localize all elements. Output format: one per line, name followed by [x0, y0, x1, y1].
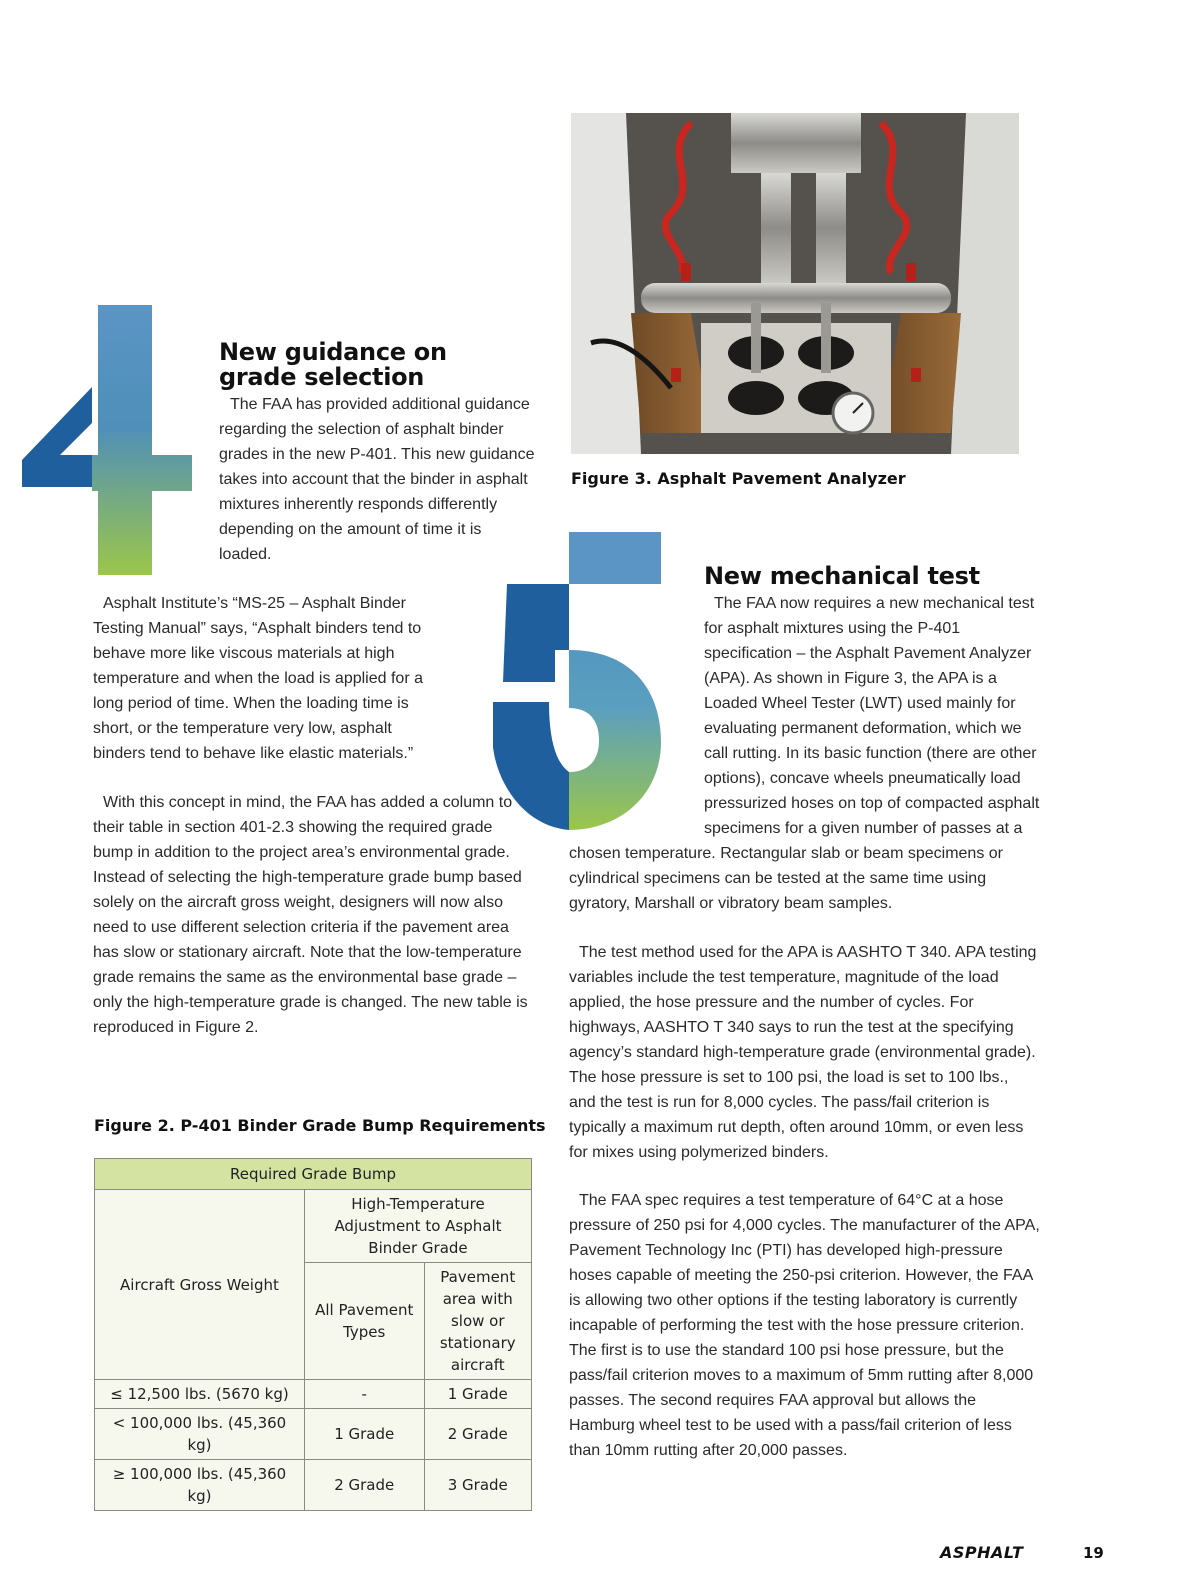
section-5-intro-text: The FAA now requires a new mechanical test for asphalt mixtures using the P-401 specification – the Asphalt Pavement Analyzer (APA). As shown in Figure 3, the APA is a Loaded Wheel Tester (LWT) used mainly for evaluating permanent deformation, which we call rutting. In its basic function (there are other options), concave wheels pneumatically load pressurized hoses on top of compacted asphalt specimens for a given number of passes at a chosen temperature. Rectangular slab or beam specimens or cylindrical specimens can be tested at the same time using gyratory, Marshall or vibratory beam samples.	[569, 595, 1040, 912]
section-4-intro-text: The FAA has provided additional guidance regarding the selection of asphalt binder grades in the new P-401. This new guidance takes into account that the binder in asphalt mixtures inherently responds differently depending on the amount of time it is loaded.	[219, 396, 535, 563]
section-5-paragraph-1-text: The test method used for the APA is AASHTO T 340. APA testing variables include the test temperature, magnitude of the load applied, the hose pressure and the number of cycles. For highways, AASHTO T 340 says to run the test at the specifying agency’s standard high-temperature grade (environmental grade). The hose pressure is set to 100 psi, the load is set to 100 lbs., and the test is run for 8,000 cycles. The pass/fail criterion is typically a maximum rut depth, often around 10mm, or even less for mixes using polymerized binders.	[569, 944, 1037, 1161]
section-5-heading: New mechanical test	[704, 562, 980, 590]
section-4-number-graphic	[22, 305, 197, 575]
section-4-paragraph-2	[93, 790, 533, 1040]
grade-bump-table	[94, 1158, 532, 1511]
section-4-heading-line2: grade selection	[219, 363, 425, 391]
asphalt-pavement-analyzer-photo	[571, 113, 1019, 454]
cell-slow-aircraft: 3 Grade	[424, 1460, 532, 1511]
section-4-paragraph-2-text: With this concept in mind, the FAA has added a column to their table in section 401-2.3 showing the required grade bump in addition to the project area’s environmental grade. Instead of selecting the high-temperature grade bump based solely on the aircraft gross weight, designers will now also need to use different selection criteria if the pavement area has slow or stationary aircraft. Note that the low-temperature grade remains the same as the environmental base grade – only the high-temperature grade is changed. The new table is reproduced in Figure 2.	[93, 794, 528, 1036]
section-5-paragraph-2	[569, 1188, 1044, 1463]
section-4-heading-line1: New guidance on	[219, 338, 447, 366]
magazine-brand-logo: ASPHALT	[940, 1543, 1024, 1562]
cell-slow-aircraft: 1 Grade	[424, 1380, 532, 1409]
section-5-intro	[569, 591, 1044, 916]
page-number: 19	[1083, 1544, 1104, 1562]
section-5-paragraph-2-text: The FAA spec requires a test temperature of 64°C at a hose pressure of 250 psi for 4,000 cycles. The manufacturer of the APA, Pavement Technology Inc (PTI) has developed high-pressure hoses capable of meeting the 250-psi criterion. However, the FAA is allowing two other options if the testing laboratory is currently incapable of performing the test with the hose pressure criterion. The first is to use the standard 100 psi hose pressure, but the pass/fail criterion moves to a maximum of 5mm rutting after 8,000 passes. The second requires FAA approval but allows the Hamburg wheel test to be used with a pass/fail criterion of less than 10mm rutting after 20,000 passes.	[569, 1192, 1040, 1459]
table-title: Required Grade Bump	[95, 1159, 532, 1190]
cell-weight: ≥ 100,000 lbs. (45,360 kg)	[95, 1460, 305, 1511]
cell-weight: < 100,000 lbs. (45,360 kg)	[95, 1409, 305, 1460]
section-4-paragraph-1	[93, 591, 443, 766]
cell-all-pavement: 2 Grade	[304, 1460, 424, 1511]
cell-all-pavement: 1 Grade	[304, 1409, 424, 1460]
table-row	[95, 1460, 532, 1511]
cell-all-pavement: -	[304, 1380, 424, 1409]
cell-slow-aircraft: 2 Grade	[424, 1409, 532, 1460]
figure-3-caption: Figure 3. Asphalt Pavement Analyzer	[571, 469, 906, 488]
col-header-slow-aircraft: Pavement area with slow or stationary aircraft	[424, 1263, 532, 1380]
col-header-all-pavement: All Pavement Types	[304, 1263, 424, 1380]
section-4-paragraph-1-text: Asphalt Institute’s “MS-25 – Asphalt Binder Testing Manual” says, “Asphalt binders tend to behave more like viscous materials at high temperature and when the load is applied for a long period of time. When the loading time is short, or the temperature very low, asphalt binders tend to behave like elastic materials.”	[93, 595, 423, 762]
col-header-temp-adjustment: High-Temperature Adjustment to Asphalt Binder Grade	[304, 1190, 531, 1263]
section-4-intro	[219, 392, 537, 567]
table-row	[95, 1380, 532, 1409]
text-wrap-spacer	[569, 591, 704, 839]
machine-illustration	[571, 113, 1019, 454]
cell-weight: ≤ 12,500 lbs. (5670 kg)	[95, 1380, 305, 1409]
section-4-heading	[219, 340, 539, 390]
section-5-paragraph-1	[569, 940, 1039, 1165]
table-row	[95, 1409, 532, 1460]
table-title-row	[95, 1159, 532, 1190]
table-header-row	[95, 1190, 532, 1263]
col-header-aircraft-weight: Aircraft Gross Weight	[95, 1190, 305, 1380]
figure-2-caption: Figure 2. P-401 Binder Grade Bump Requirements	[94, 1116, 546, 1135]
